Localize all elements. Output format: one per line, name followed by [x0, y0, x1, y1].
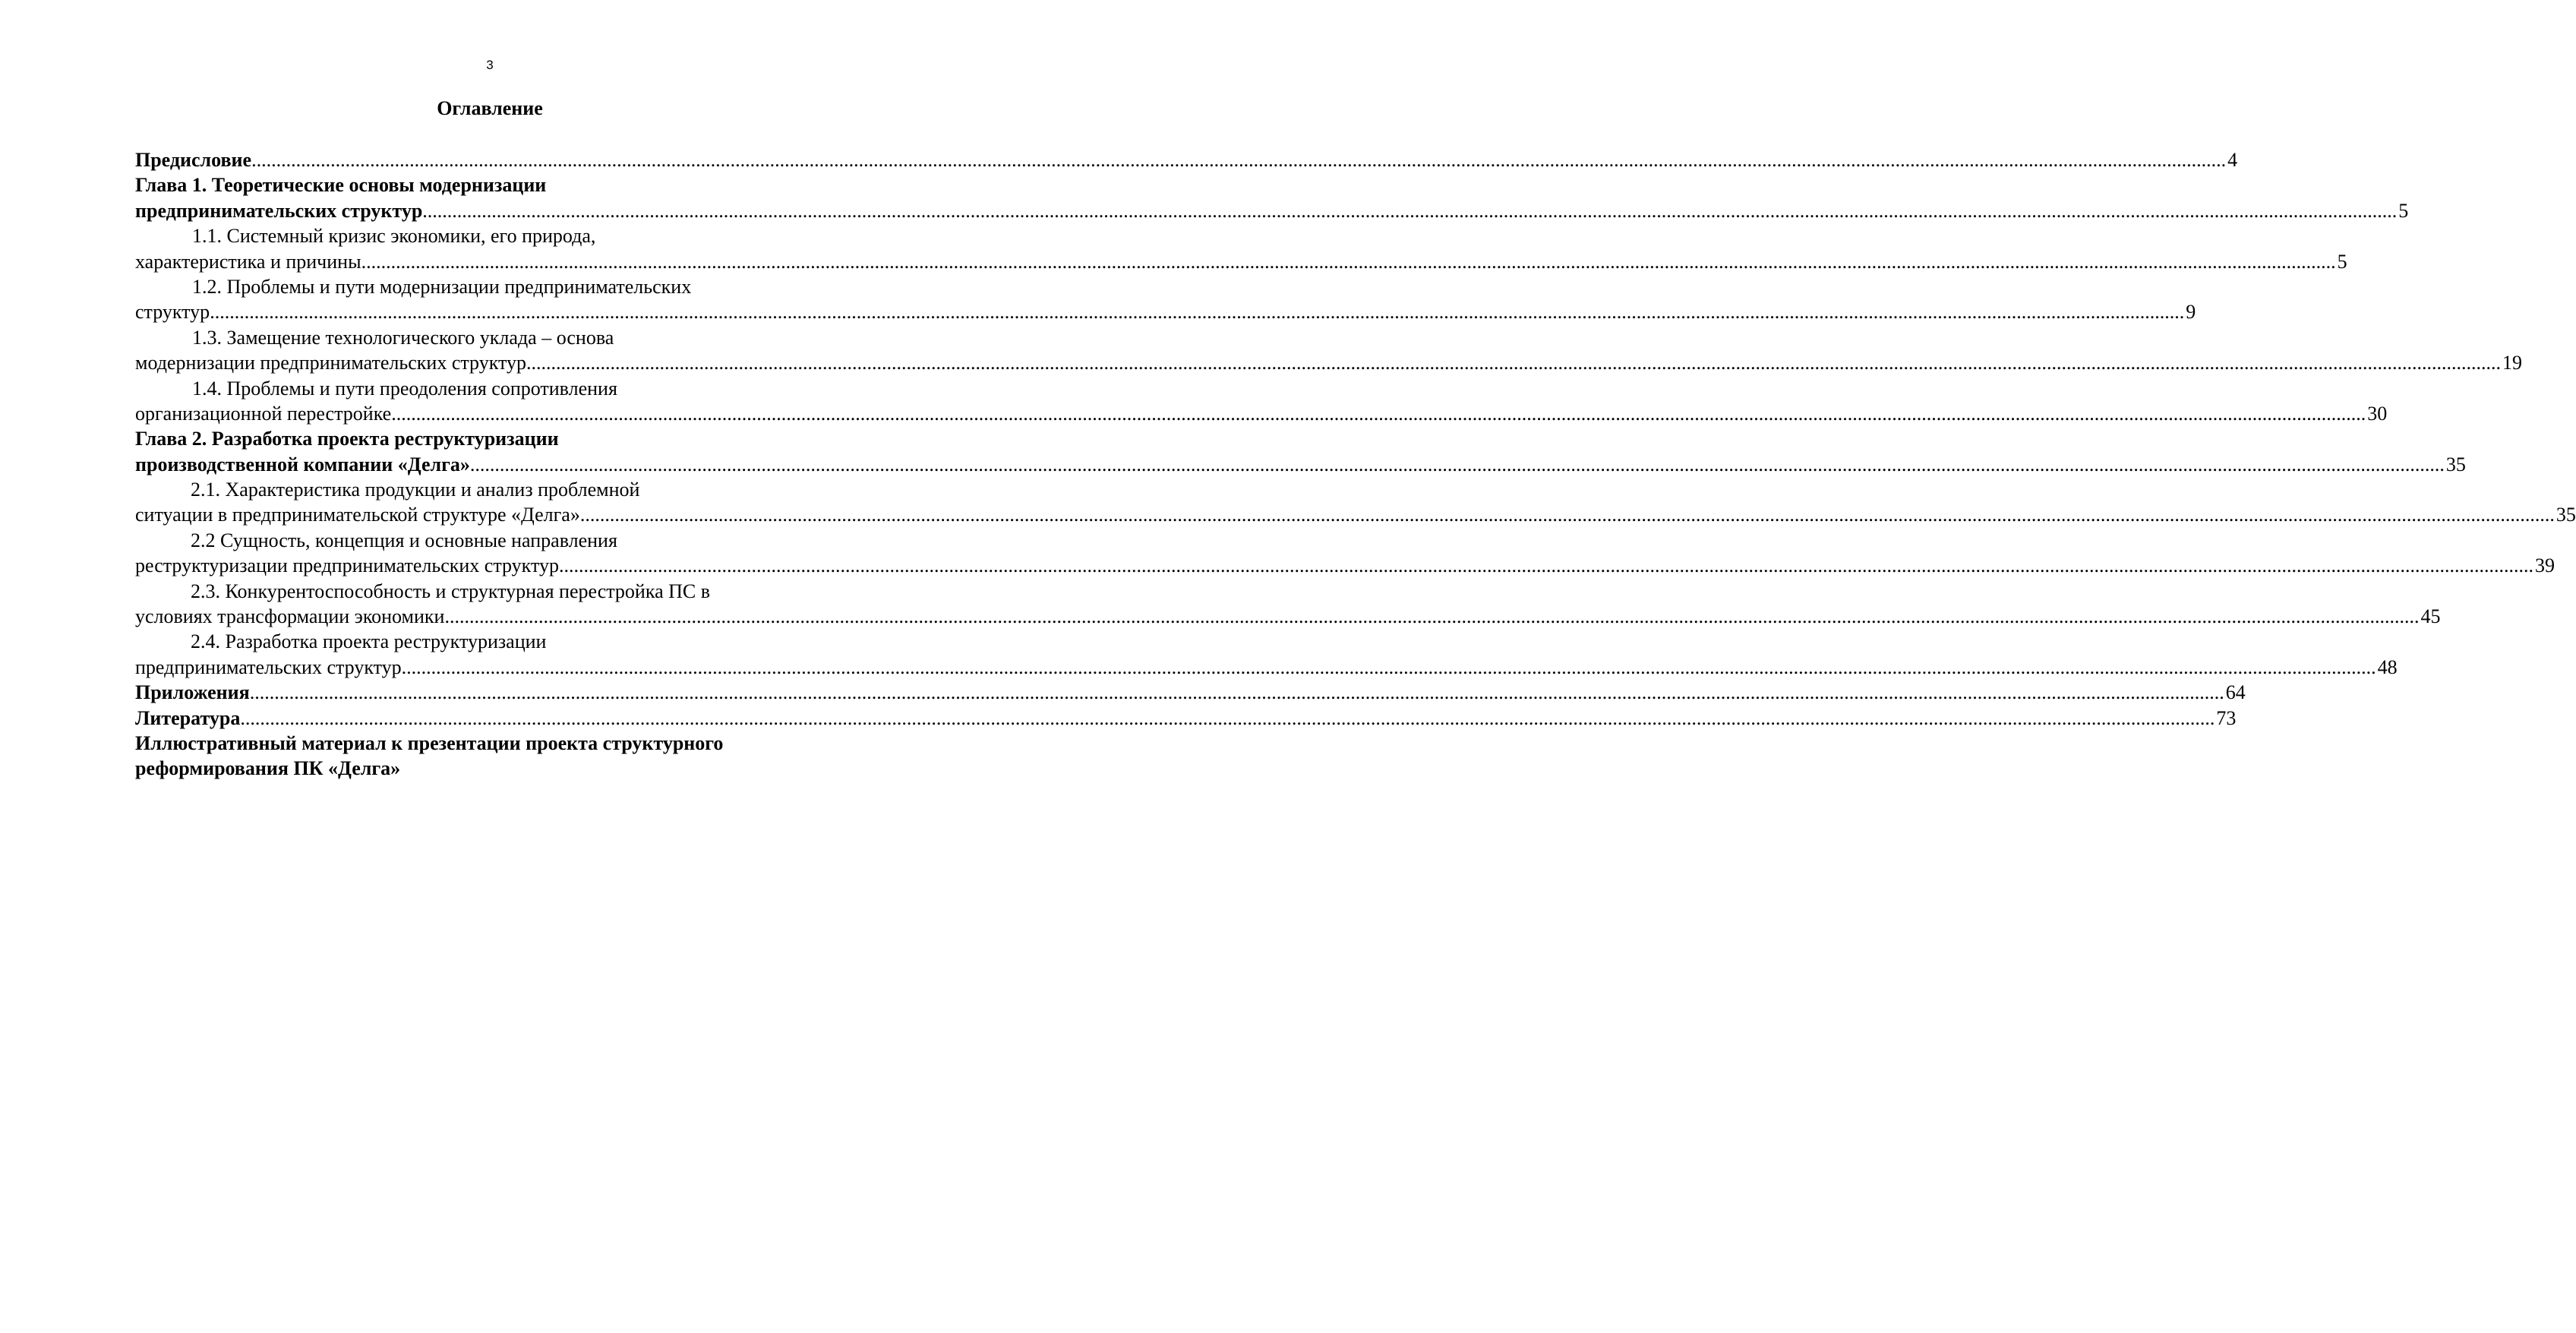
toc-entry-text: структур [135, 301, 210, 324]
toc-page-number: 48 [2377, 655, 2398, 678]
toc-page-number: 39 [2534, 554, 2555, 577]
dot-leader: ................................................................................................................................................................................................................................................................................................................................................................................................................ [401, 655, 2376, 678]
toc-page-number: 73 [2216, 706, 2237, 729]
table-of-contents [135, 147, 2576, 782]
toc-entry[interactable] [135, 147, 2238, 172]
toc-entry-text: организационной перестройке [135, 402, 392, 425]
toc-entry-text: предпринимательских структур [135, 199, 423, 222]
toc-entry-last-line [135, 299, 2196, 324]
toc-entry-text: 2.4. Разработка проекта реструктуризации [191, 630, 547, 653]
toc-entry-last-line [135, 198, 2409, 223]
toc-entry-text: 1.4. Проблемы и пути преодоления сопротивления [192, 377, 617, 400]
toc-page-number: 9 [2186, 301, 2196, 324]
toc-entry[interactable] [135, 223, 2347, 274]
toc-page-number: 64 [2225, 681, 2246, 704]
toc-entry-text: Иллюстративный материал к презентации проекта структурного [135, 731, 724, 754]
toc-entry-text: Глава 1. Теоретические основы модернизации [135, 174, 547, 197]
toc-entry-text: Приложения [135, 681, 250, 704]
toc-entry-text: производственной компании «Делга» [135, 453, 470, 475]
toc-entry-text: реструктуризации предпринимательских структур [135, 554, 559, 577]
dot-leader: ................................................................................................................................................................................................................................................................................................................................................................................................................ [240, 706, 2215, 729]
toc-entry-text: реформирования ПК «Делга» [135, 757, 401, 780]
toc-entry-text: условиях трансформации экономики [135, 605, 445, 628]
toc-entry[interactable] [135, 629, 2398, 680]
toc-entry-last-line [135, 249, 2347, 274]
dot-leader: ................................................................................................................................................................................................................................................................................................................................................................................................................ [526, 352, 2501, 374]
toc-page-number: 4 [2227, 149, 2238, 171]
dot-leader: ................................................................................................................................................................................................................................................................................................................................................................................................................ [361, 250, 2336, 273]
toc-page-number: 5 [2337, 250, 2347, 273]
toc-entry-text: 2.3. Конкурентоспособность и структурная перестройка ПС в [191, 580, 710, 602]
toc-entry-text: Литература [135, 706, 241, 729]
toc-entry[interactable] [135, 706, 2237, 731]
toc-entry-last-line [135, 502, 2576, 527]
toc-entry-text: 2.1. Характеристика продукции и анализ проблемной [191, 479, 640, 501]
toc-entry-last-line [135, 401, 2388, 426]
toc-entry[interactable] [135, 579, 2441, 630]
toc-entry[interactable] [135, 731, 869, 782]
toc-page-number: 5 [2398, 199, 2409, 222]
toc-entry-text: Предисловие [135, 149, 252, 171]
toc-entry-last-line [135, 680, 2246, 705]
toc-entry[interactable] [135, 528, 2555, 579]
toc-entry-last-line [135, 655, 2398, 680]
toc-entry-text: характеристика и причины [135, 250, 361, 273]
toc-entry-text: 2.2 Сущность, концепция и основные направления [191, 529, 617, 551]
dot-leader: ................................................................................................................................................................................................................................................................................................................................................................................................................ [391, 402, 2366, 425]
toc-entry[interactable] [135, 172, 2409, 223]
dot-leader: ................................................................................................................................................................................................................................................................................................................................................................................................................ [422, 199, 2398, 222]
dot-leader: ................................................................................................................................................................................................................................................................................................................................................................................................................ [579, 504, 2555, 526]
toc-entry[interactable] [135, 376, 2388, 427]
toc-entry-text: 1.2. Проблемы и пути модернизации предпринимательских [192, 275, 692, 298]
page-number: 3 [486, 58, 494, 72]
page-title: Оглавление [437, 97, 543, 119]
toc-entry-text: 1.1. Системный кризис экономики, его природа, [192, 225, 596, 248]
toc-entry-last-line [135, 350, 2522, 375]
dot-leader: ................................................................................................................................................................................................................................................................................................................................................................................................................ [444, 605, 2420, 628]
dot-leader: ................................................................................................................................................................................................................................................................................................................................................................................................................ [249, 681, 2224, 704]
toc-entry-text: ситуации в предпринимательской структуре «Делга» [135, 504, 580, 526]
toc-entry-text: Глава 2. Разработка проекта реструктуризации [135, 428, 559, 450]
toc-entry-text: 1.3. Замещение технологического уклада – основа [192, 326, 614, 349]
toc-entry[interactable] [135, 274, 2196, 325]
toc-entry-last-line [135, 706, 2237, 731]
toc-entry[interactable] [135, 325, 2522, 376]
dot-leader: ................................................................................................................................................................................................................................................................................................................................................................................................................ [251, 149, 2227, 171]
dot-leader: ................................................................................................................................................................................................................................................................................................................................................................................................................ [210, 301, 2185, 324]
toc-page-number: 35 [2445, 453, 2466, 475]
toc-entry-last-line [135, 452, 2466, 477]
toc-entry[interactable] [135, 426, 2466, 477]
toc-page-number: 45 [2420, 605, 2441, 628]
toc-entry-text: модернизации предпринимательских структур [135, 352, 526, 374]
toc-page-number: 19 [2502, 352, 2522, 374]
toc-page-number: 35 [2555, 504, 2576, 526]
toc-page-number: 30 [2367, 402, 2388, 425]
dot-leader: ................................................................................................................................................................................................................................................................................................................................................................................................................ [558, 554, 2533, 577]
toc-entry[interactable] [135, 680, 2246, 705]
toc-entry[interactable] [135, 477, 2576, 528]
dot-leader: ................................................................................................................................................................................................................................................................................................................................................................................................................ [469, 453, 2445, 475]
toc-entry-text: предпринимательских структур [135, 655, 402, 678]
toc-entry-last-line [135, 147, 2238, 172]
toc-entry-last-line [135, 604, 2441, 629]
toc-entry-last-line [135, 553, 2555, 578]
